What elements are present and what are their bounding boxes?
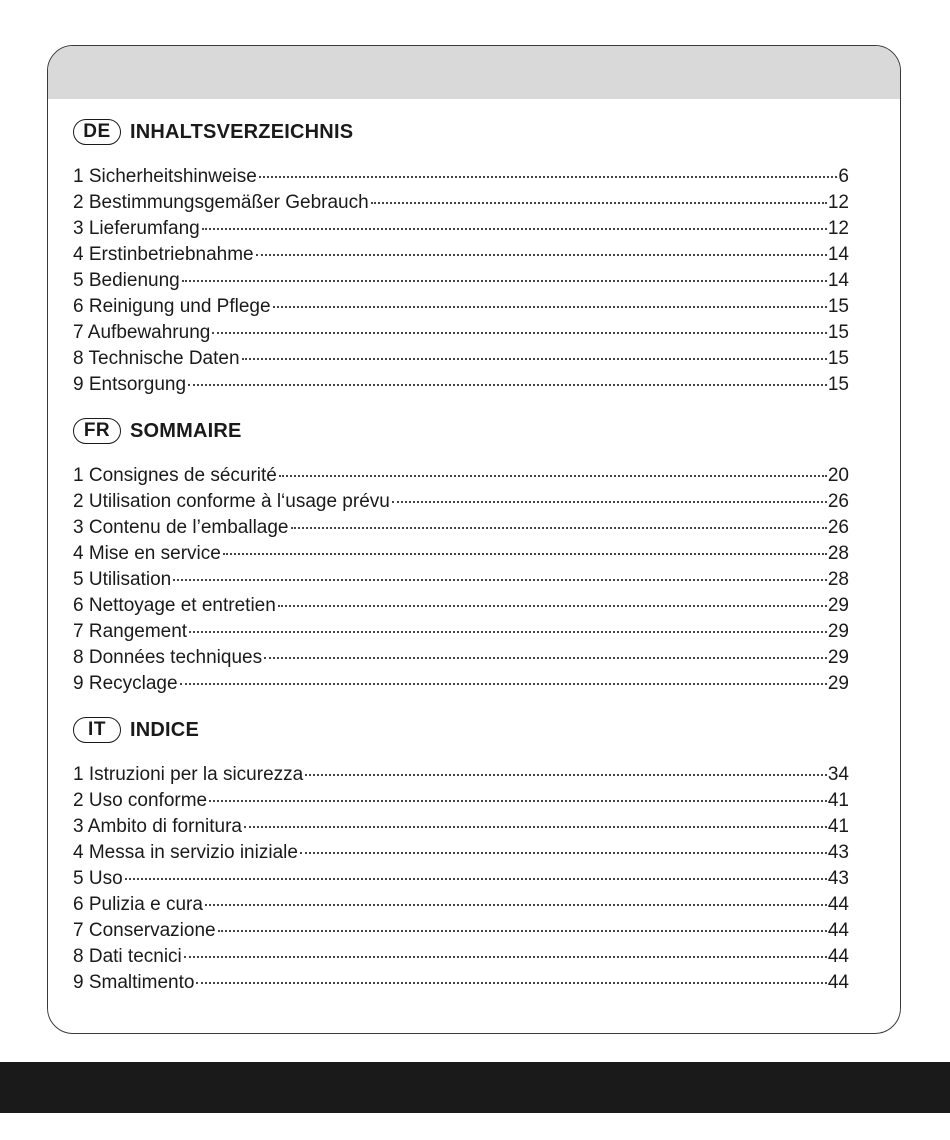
toc-entry-page-number: 15: [827, 348, 849, 369]
toc-entry-page-number: 15: [827, 322, 849, 343]
toc-list: [73, 164, 849, 398]
toc-entry-page-number: 41: [827, 790, 849, 811]
toc-entry: [73, 944, 849, 970]
toc-entry: [73, 372, 849, 398]
dot-leader: [173, 579, 827, 581]
toc-entry-label: 8 Données techniques: [73, 647, 263, 668]
toc-entry-page-number: 29: [827, 595, 849, 616]
toc-entry: [73, 840, 849, 866]
toc-entry-page-number: 29: [827, 673, 849, 694]
toc-entry-label: 4 Erstinbetriebnahme: [73, 244, 254, 265]
toc-section-it: [73, 711, 849, 996]
toc-entry-page-number: 12: [827, 218, 849, 239]
toc-entry-page-number: 20: [827, 465, 849, 486]
toc-entry-label: 8 Dati tecnici: [73, 946, 182, 967]
dot-leader: [392, 501, 827, 503]
toc-entry-label: 7 Aufbewahrung: [73, 322, 211, 343]
dot-leader: [264, 657, 827, 659]
toc-entry-label: 7 Rangement: [73, 621, 188, 642]
dot-leader: [125, 878, 827, 880]
toc-entry: [73, 892, 849, 918]
language-badge: DE: [73, 119, 121, 145]
dot-leader: [278, 605, 827, 607]
dot-leader: [182, 280, 827, 282]
toc-entry: [73, 619, 849, 645]
dot-leader: [202, 228, 827, 230]
dot-leader: [305, 774, 827, 776]
toc-entry: [73, 190, 849, 216]
toc-entry: [73, 762, 849, 788]
toc-list: [73, 463, 849, 697]
toc-entry-page-number: 44: [827, 946, 849, 967]
toc-entry: [73, 866, 849, 892]
toc-entry: [73, 346, 849, 372]
toc-entry-page-number: 6: [838, 166, 849, 187]
toc-entry-page-number: 44: [827, 894, 849, 915]
toc-entry-label: 5 Bedienung: [73, 270, 180, 291]
toc-entry: [73, 515, 849, 541]
toc-entry-label: 5 Utilisation: [73, 569, 172, 590]
toc-entry: [73, 788, 849, 814]
toc-entry-label: 1 Consignes de sécurité: [73, 465, 277, 486]
toc-entry-label: 9 Smaltimento: [73, 972, 195, 993]
toc-entry-label: 3 Ambito di fornitura: [73, 816, 242, 837]
toc-entry-label: 3 Contenu de l’emballage: [73, 517, 289, 538]
dot-leader: [259, 176, 838, 178]
dot-leader: [244, 826, 827, 828]
toc-entry-page-number: 44: [827, 972, 849, 993]
toc-entry-label: 9 Entsorgung: [73, 374, 187, 395]
section-title: INHALTSVERZEICHNIS: [130, 120, 354, 143]
toc-section-de: [73, 113, 849, 398]
dot-leader: [209, 800, 827, 802]
toc-entry: [73, 970, 849, 996]
dot-leader: [223, 553, 827, 555]
language-badge: IT: [73, 717, 121, 743]
toc-entry-label: 9 Recyclage: [73, 673, 178, 694]
toc-entry-label: 1 Istruzioni per la sicurezza: [73, 764, 304, 785]
dot-leader: [291, 527, 827, 529]
toc-entry-label: 1 Sicherheitshinweise: [73, 166, 257, 187]
toc-entry-page-number: 15: [827, 374, 849, 395]
toc-entry-page-number: 15: [827, 296, 849, 317]
toc-entry: [73, 918, 849, 944]
toc-entry-page-number: 26: [827, 517, 849, 538]
toc-body: [48, 99, 900, 996]
dot-leader: [371, 202, 827, 204]
toc-entry-page-number: 28: [827, 569, 849, 590]
toc-entry-label: 4 Messa in servizio iniziale: [73, 842, 298, 863]
dot-leader: [256, 254, 827, 256]
section-title: SOMMAIRE: [130, 419, 242, 442]
toc-entry: [73, 268, 849, 294]
toc-entry-page-number: 14: [827, 244, 849, 265]
toc-entry: [73, 294, 849, 320]
toc-entry: [73, 242, 849, 268]
toc-entry: [73, 645, 849, 671]
toc-entry: [73, 814, 849, 840]
toc-entry-page-number: 43: [827, 842, 849, 863]
dot-leader: [180, 683, 827, 685]
toc-entry-label: 2 Bestimmungsgemäßer Gebrauch: [73, 192, 369, 213]
toc-entry-label: 5 Uso: [73, 868, 123, 889]
dot-leader: [188, 384, 827, 386]
toc-list: [73, 762, 849, 996]
dot-leader: [212, 332, 827, 334]
toc-entry: [73, 320, 849, 346]
section-header: [73, 412, 849, 450]
language-badge: FR: [73, 418, 121, 444]
toc-entry: [73, 489, 849, 515]
toc-entry-label: 6 Nettoyage et entretien: [73, 595, 276, 616]
toc-entry: [73, 567, 849, 593]
toc-entry: [73, 541, 849, 567]
toc-entry-label: 8 Technische Daten: [73, 348, 240, 369]
section-header: [73, 711, 849, 749]
toc-entry-page-number: 29: [827, 621, 849, 642]
dot-leader: [196, 982, 826, 984]
dot-leader: [242, 358, 827, 360]
toc-entry-page-number: 14: [827, 270, 849, 291]
toc-entry: [73, 164, 849, 190]
toc-entry-label: 6 Reinigung und Pflege: [73, 296, 271, 317]
dot-leader: [218, 930, 827, 932]
toc-entry-page-number: 43: [827, 868, 849, 889]
toc-entry-label: 2 Uso conforme: [73, 790, 208, 811]
table-of-contents-card: [47, 45, 901, 1034]
toc-entry-label: 6 Pulizia e cura: [73, 894, 203, 915]
toc-entry-label: 3 Lieferumfang: [73, 218, 200, 239]
toc-entry-label: 4 Mise en service: [73, 543, 221, 564]
toc-entry-label: 2 Utilisation conforme à l‘usage prévu: [73, 491, 390, 512]
toc-entry-page-number: 26: [827, 491, 849, 512]
section-title: INDICE: [130, 718, 199, 741]
toc-entry: [73, 216, 849, 242]
footer-bar: [0, 1062, 950, 1113]
toc-entry: [73, 671, 849, 697]
toc-entry-page-number: 29: [827, 647, 849, 668]
dot-leader: [279, 475, 827, 477]
toc-entry-page-number: 41: [827, 816, 849, 837]
toc-entry-page-number: 28: [827, 543, 849, 564]
section-header: [73, 113, 849, 151]
toc-entry-page-number: 44: [827, 920, 849, 941]
toc-entry-page-number: 34: [827, 764, 849, 785]
toc-entry: [73, 463, 849, 489]
dot-leader: [273, 306, 827, 308]
toc-entry: [73, 593, 849, 619]
dot-leader: [189, 631, 827, 633]
toc-entry-page-number: 12: [827, 192, 849, 213]
toc-entry-label: 7 Conservazione: [73, 920, 216, 941]
toc-section-fr: [73, 412, 849, 697]
dot-leader: [300, 852, 827, 854]
card-header-band: [48, 46, 900, 99]
dot-leader: [184, 956, 827, 958]
dot-leader: [205, 904, 827, 906]
